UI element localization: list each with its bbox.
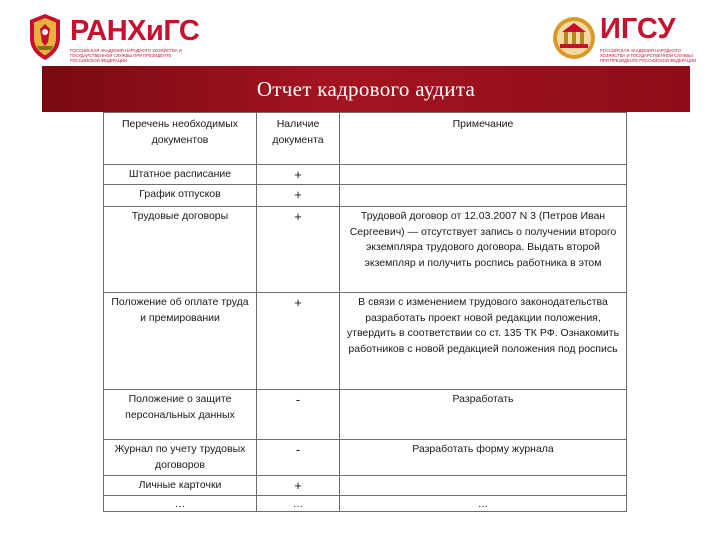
cell-note: … [340, 496, 627, 512]
cell-document: Штатное расписание [104, 165, 257, 185]
cell-presence: + [257, 207, 340, 293]
cell-note: Разработать форму журнала [340, 440, 627, 476]
title-bar [42, 66, 690, 112]
cell-presence: + [257, 165, 340, 185]
cell-presence: … [257, 496, 340, 512]
cell-document: Журнал по учету трудовых договоров [104, 440, 257, 476]
table-row [104, 293, 627, 390]
igsu-subtitle: РОССИЙСКАЯ АКАДЕМИЯ НАРОДНОГО ХОЗЯЙСТВА И ГОСУДАРСТВЕННОЙ СЛУЖБЫ ПРИ ПРЕЗИДЕНТЕ РОССИЙСКОЙ ФЕДЕРАЦИИ [600, 48, 697, 63]
ranepa-emblem-icon [26, 12, 64, 62]
audit-table [103, 112, 627, 512]
cell-presence: - [257, 390, 340, 440]
table-row [104, 390, 627, 440]
table-row [104, 207, 627, 293]
table-row [104, 496, 627, 512]
cell-document: Личные карточки [104, 476, 257, 496]
header-presence: Наличие документа [257, 113, 340, 165]
header-documents: Перечень необходимых документов [104, 113, 257, 165]
igsu-name: ИГСУ [600, 13, 676, 45]
ranepa-name: РАНХиГС [70, 15, 200, 47]
table-row [104, 165, 627, 185]
cell-document: … [104, 496, 257, 512]
ranepa-logo [26, 12, 200, 64]
cell-note [340, 165, 627, 185]
igsu-logo [552, 12, 702, 64]
cell-note: Разработать [340, 390, 627, 440]
table-row [104, 185, 627, 207]
table-row [104, 440, 627, 476]
ranepa-subtitle: РОССИЙСКАЯ АКАДЕМИЯ НАРОДНОГО ХОЗЯЙСТВА И ГОСУДАРСТВЕННОЙ СЛУЖБЫ ПРИ ПРЕЗИДЕНТЕ РОССИЙСКОЙ ФЕДЕРАЦИИ [70, 48, 182, 63]
table-row [104, 476, 627, 496]
cell-presence: - [257, 440, 340, 476]
cell-document: Положение о защите персональных данных [104, 390, 257, 440]
cell-document: Положение об оплате труда и премировании [104, 293, 257, 390]
cell-presence: + [257, 476, 340, 496]
cell-presence: + [257, 185, 340, 207]
cell-note: В связи с изменением трудового законодательства разработать проект новой редакции положения, утвердить в соответствии со ст. 135 ТК РФ. Ознакомить работников с новой редакцией положения под роспись [340, 293, 627, 390]
header-note: Примечание [340, 113, 627, 165]
cell-note: Трудовой договор от 12.03.2007 N 3 (Петров Иван Сергеевич) — отсутствует запись о получении второго экземпляра трудового договора. Выдать второй экземпляр и получить роспись работника в этом [340, 207, 627, 293]
cell-note [340, 476, 627, 496]
igsu-emblem-icon [552, 14, 596, 62]
cell-document: Трудовые договоры [104, 207, 257, 293]
cell-note [340, 185, 627, 207]
table-header-row [104, 113, 627, 165]
page-title: Отчет кадрового аудита [256, 76, 476, 101]
cell-presence: + [257, 293, 340, 390]
cell-document: График отпусков [104, 185, 257, 207]
